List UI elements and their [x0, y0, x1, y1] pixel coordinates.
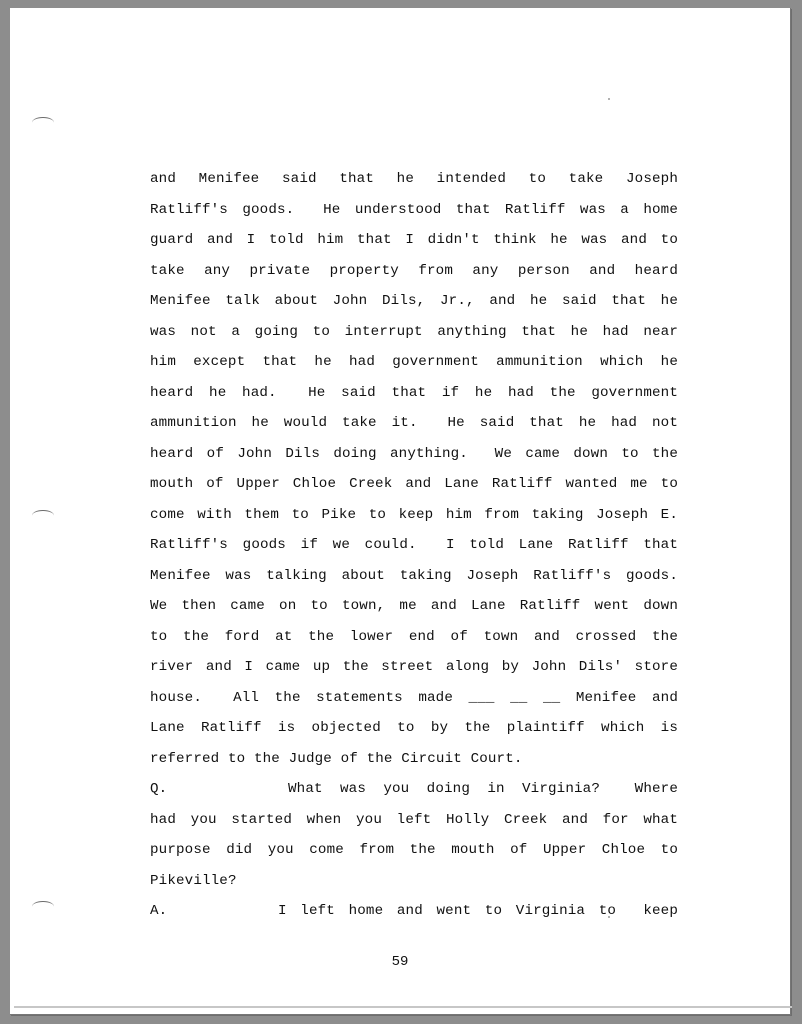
binder-hole-mark — [32, 117, 54, 128]
text-line: to the ford at the lower end of town and crossed the — [150, 628, 678, 645]
question-continuation: Pikeville? — [150, 872, 237, 889]
answer-line — [150, 896, 678, 927]
answer-label: A. — [150, 903, 168, 919]
text-line: Lane Ratliff is objected to by the plaintiff which is — [150, 720, 678, 736]
question-label: Q. — [150, 781, 168, 797]
text-line: mouth of Upper Chloe Creek and Lane Ratliff wanted me to — [150, 476, 678, 492]
testimony-text — [150, 164, 678, 927]
page-number: 59 — [391, 954, 409, 970]
scan-speck — [608, 98, 610, 100]
question-continuation: purpose did you come from the mouth of Upper Chloe to — [150, 842, 678, 858]
text-line: guard and I told him that I didn't think he was and to — [150, 232, 678, 248]
page-edge — [14, 1006, 792, 1008]
text-line: heard he had. He said that if he had the government — [150, 384, 678, 401]
document-page — [10, 8, 791, 1015]
text-line: Ratliff's goods if we could. I told Lane Ratliff that — [150, 537, 678, 553]
question-continuation: had you started when you left Holly Creek and for what — [150, 811, 678, 828]
text-line: him except that he had government ammunition which he — [150, 354, 678, 370]
text-line: house. All the statements made ___ __ __ Menifee and — [150, 689, 678, 706]
text-line: referred to the Judge of the Circuit Court. — [150, 750, 523, 767]
text-line: heard of John Dils doing anything. We came down to the — [150, 445, 678, 462]
text-line: and Menifee said that he intended to take Joseph — [150, 171, 678, 187]
text-line: was not a going to interrupt anything that he had near — [150, 323, 678, 340]
text-line: We then came on to town, me and Lane Ratliff went down — [150, 598, 678, 614]
answer-text: I left home and went to Virginia to keep — [278, 903, 678, 919]
binder-hole-mark — [32, 510, 54, 521]
text-line: ammunition he would take it. He said that he had not — [150, 415, 678, 431]
text-line: come with them to Pike to keep him from taking Joseph E. — [150, 506, 678, 523]
question-line — [150, 774, 678, 805]
text-line: Ratliff's goods. He understood that Ratliff was a home — [150, 201, 678, 218]
text-line: Menifee was talking about taking Joseph Ratliff's goods. — [150, 567, 678, 584]
question-text: What was you doing in Virginia? Where — [288, 781, 678, 797]
text-line: Menifee talk about John Dils, Jr., and he said that he — [150, 293, 678, 309]
text-line: take any private property from any person and heard — [150, 262, 678, 279]
text-line: river and I came up the street along by John Dils' store — [150, 659, 678, 675]
binder-hole-mark — [32, 901, 54, 912]
